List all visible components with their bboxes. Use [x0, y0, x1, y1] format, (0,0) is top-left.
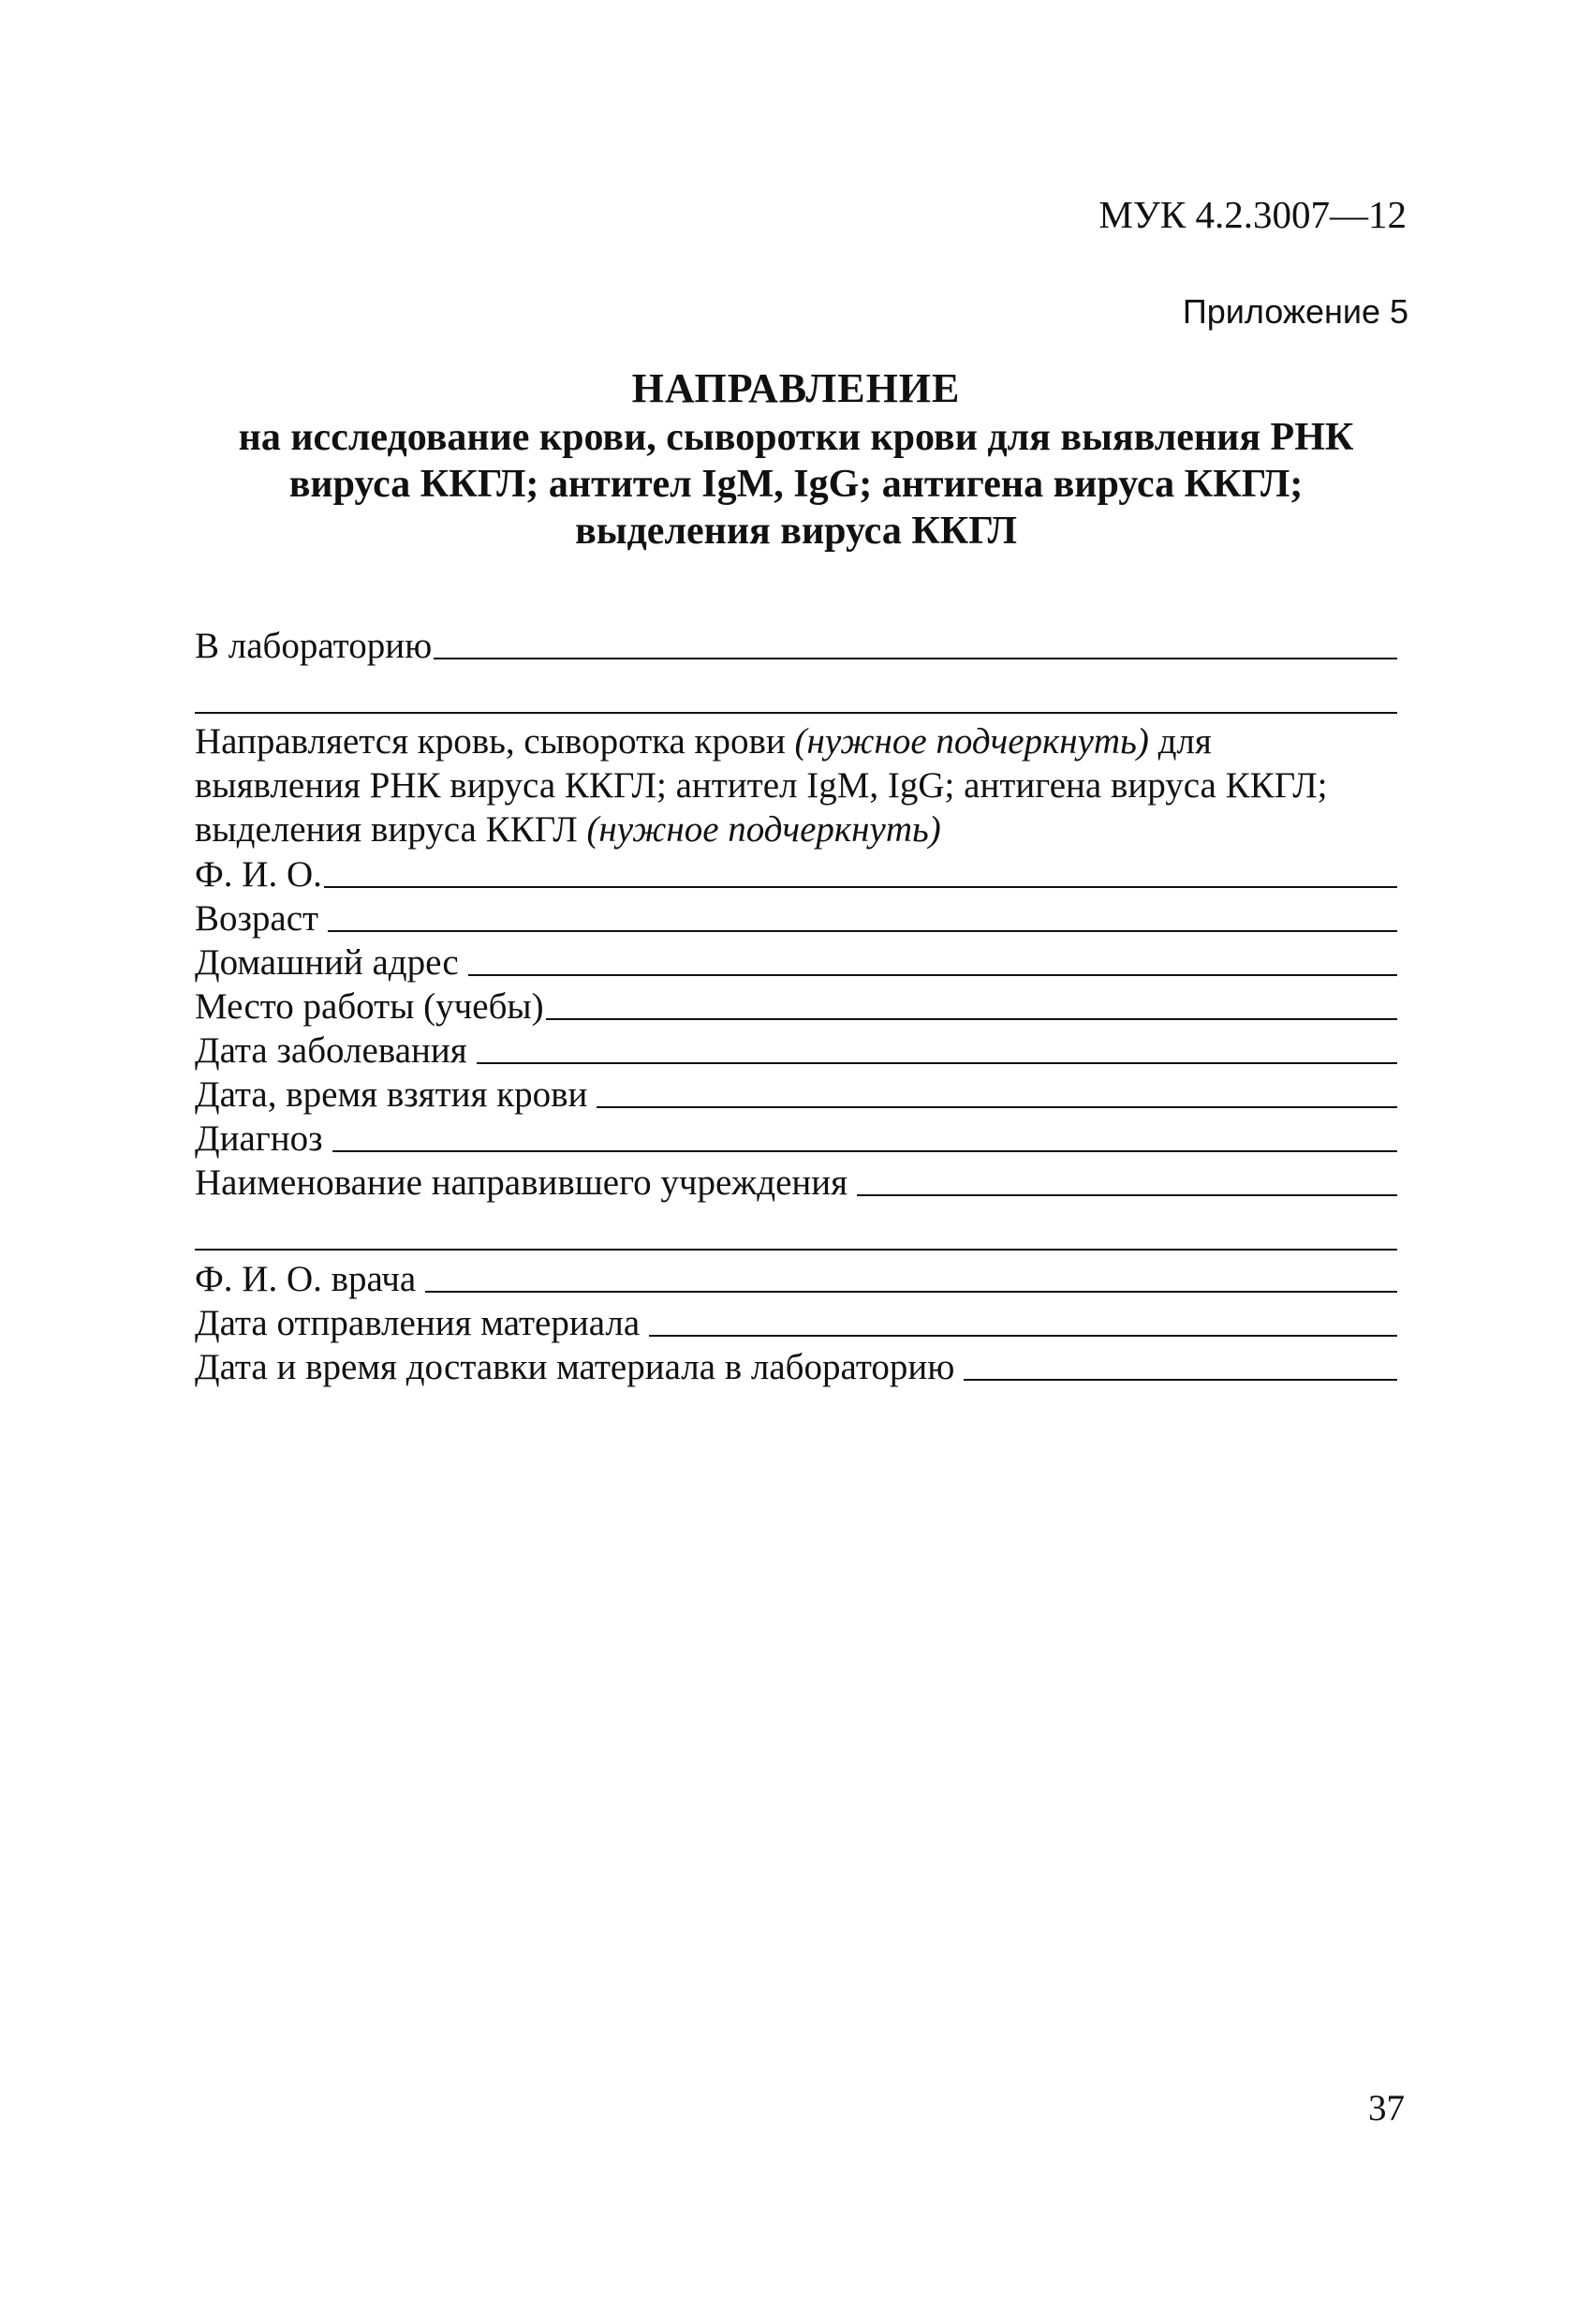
institution-label: Наименование направившего учреждения [195, 1162, 848, 1203]
diagnosis-field[interactable] [332, 1150, 1397, 1152]
document-code: МУК 4.2.3007—12 [1098, 193, 1407, 236]
document-title: НАПРАВЛЕНИЕ [631, 365, 961, 411]
delivery-datetime-row [195, 1344, 1397, 1388]
sample-description-line-3: выделения вируса ККГЛ (нужное подчеркнуть) [195, 809, 941, 850]
patient-name-row [195, 851, 1397, 896]
to-lab-field[interactable] [434, 658, 1397, 659]
dispatch-date-label: Дата отправления материала [195, 1303, 641, 1343]
institution-row [195, 1160, 1397, 1204]
institution-field-continuation[interactable] [195, 1204, 1397, 1251]
workplace-field[interactable] [546, 1018, 1397, 1020]
to-lab-label: В лабораторию [195, 626, 433, 666]
document-subtitle-line-1: на исследование крови, сыворотки крови для выявления РНК [238, 416, 1354, 459]
delivery-datetime-field[interactable] [964, 1379, 1397, 1381]
document-subtitle-line-2: вируса ККГЛ; антител IgM, IgG; антигена вируса ККГЛ; [288, 463, 1304, 506]
doctor-name-row [195, 1256, 1397, 1300]
workplace-label: Место работы (учебы) [195, 986, 544, 1027]
home-address-field[interactable] [468, 974, 1397, 976]
blood-sampling-row [195, 1072, 1397, 1116]
to-lab-row [195, 623, 1397, 667]
dispatch-date-row [195, 1300, 1397, 1344]
blood-sampling-field[interactable] [597, 1106, 1397, 1108]
appendix-label: Приложение 5 [1182, 292, 1408, 331]
age-row [195, 896, 1397, 940]
doctor-name-label: Ф. И. О. врача [195, 1259, 417, 1299]
home-address-row [195, 940, 1397, 984]
referral-form [195, 623, 1397, 1388]
document-subtitle-line-3: выделения вируса ККГЛ [575, 510, 1017, 553]
institution-field[interactable] [857, 1194, 1397, 1196]
doctor-name-field[interactable] [425, 1291, 1397, 1293]
age-field[interactable] [328, 930, 1397, 932]
diagnosis-label: Диагноз [195, 1118, 323, 1159]
diagnosis-row [195, 1116, 1397, 1160]
illness-date-label: Дата заболевания [195, 1030, 467, 1071]
illness-date-row [195, 1028, 1397, 1072]
sample-description-line-1: Направляется кровь, сыворотка крови (нужное подчеркнуть) для [195, 721, 1212, 762]
page-number: 37 [1368, 2088, 1405, 2128]
blood-sampling-label: Дата, время взятия крови [195, 1074, 588, 1115]
sample-description [195, 719, 1397, 851]
dispatch-date-field[interactable] [649, 1335, 1397, 1337]
home-address-label: Домашний адрес [195, 942, 459, 983]
workplace-row [195, 984, 1397, 1028]
sample-description-line-2: выявления РНК вируса ККГЛ; антител IgM, IgG; антигена вируса ККГЛ; [195, 765, 1328, 806]
illness-date-field[interactable] [477, 1062, 1397, 1064]
patient-name-label: Ф. И. О. [195, 854, 322, 895]
age-label: Возраст [195, 898, 319, 939]
title-block [187, 363, 1405, 555]
to-lab-field-continuation[interactable] [195, 667, 1397, 714]
patient-name-field[interactable] [324, 886, 1397, 888]
delivery-datetime-label: Дата и время доставки материала в лабораторию [195, 1347, 955, 1387]
